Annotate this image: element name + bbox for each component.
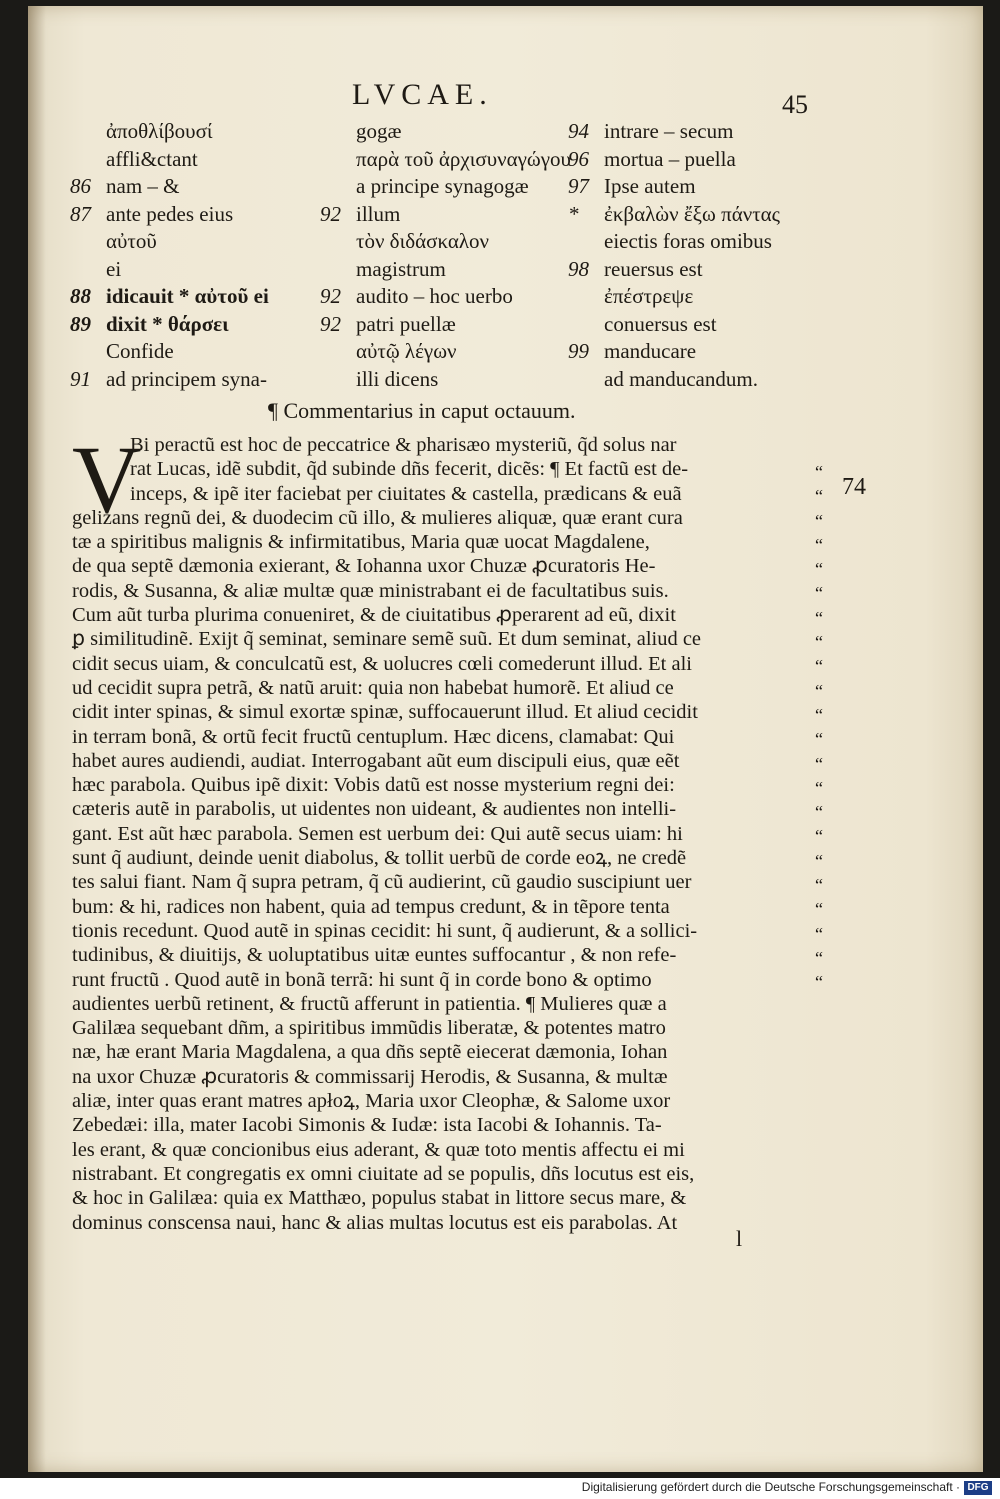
- body-line: Galilæa sequebant dñm, a spiritibus immũdis liberatæ, & potentes matro: [72, 1017, 666, 1040]
- footer-bar: [0, 1478, 1000, 1499]
- note-number: 91: [70, 366, 91, 391]
- note-line: [70, 228, 315, 256]
- note-text: gogæ: [356, 119, 402, 143]
- note-text: Ipse autem: [604, 174, 696, 198]
- note-text: ad manducandum.: [604, 366, 758, 391]
- drop-cap: V: [72, 426, 142, 533]
- note-line: [320, 228, 570, 256]
- margin-quote-mark: “: [815, 632, 823, 653]
- footer-credit: Digitalisierung gefördert durch die Deutsche Forschungsgemeinschaft ·: [581, 1480, 960, 1494]
- note-number: 96: [568, 146, 589, 171]
- margin-quote-mark: “: [815, 607, 823, 628]
- note-text: αὐτοῦ: [106, 229, 157, 253]
- note-line: [320, 146, 570, 174]
- margin-quote-mark: “: [815, 777, 823, 798]
- margin-quote-mark: “: [815, 656, 823, 677]
- body-line: rodis, & Susanna, & aliæ multæ quæ ministrabant ei de facultatibus suis.: [72, 579, 669, 602]
- note-line: [568, 311, 818, 339]
- body-line: bum: & hi, radices non habent, quia ad tempus credunt, & in tẽpore tenta: [72, 895, 670, 918]
- note-text: magistrum: [356, 256, 446, 281]
- body-line: ꝑ similitudinẽ. Exijt q̃ seminat, seminare semẽ suũ. Et dum seminat, aliud ce: [72, 628, 702, 651]
- margin-quote-mark: “: [815, 875, 823, 896]
- note-text: patri puellæ: [356, 311, 456, 336]
- body-line: les erant, & quæ concionibus eius aderant, & quæ toto mentis affectu ei mi: [72, 1138, 685, 1161]
- note-text: nam – &: [106, 174, 180, 198]
- note-text: ἐπέστρεψε: [604, 284, 694, 308]
- note-number: 94: [568, 119, 589, 143]
- note-number: *: [568, 201, 579, 226]
- note-text: idicauit * αὐτοῦ ei: [106, 284, 269, 308]
- note-line: [70, 256, 315, 284]
- body-line: nistrabant. Et congregatis ex omni ciuitate ad se populis, dñs locutus est eis,: [72, 1162, 695, 1185]
- folio-number: 45: [782, 90, 808, 119]
- note-text: παρὰ τοῦ ἀρχισυναγώγου: [356, 146, 571, 171]
- section-title: ¶ Commentarius in caput octauum.: [268, 398, 576, 423]
- note-text: ei: [106, 256, 122, 281]
- note-text: illum: [356, 201, 401, 226]
- note-line: [568, 366, 818, 394]
- note-line: [70, 146, 315, 174]
- note-number: 92: [320, 201, 341, 226]
- note-number: 89: [70, 311, 91, 336]
- notes-column-2: [320, 118, 570, 393]
- body-line: tionis recedunt. Quod autẽ in spinas cecidit: hi sunt, q̃ audierunt, & a sollici-: [72, 919, 698, 942]
- notes-column-3: [568, 118, 818, 393]
- body-line: tes salui fiant. Nam q̃ supra petram, q̃ cũ audierint, cũ gaudio suscipiunt uer: [72, 871, 692, 894]
- note-line: [320, 201, 570, 229]
- note-line: [568, 201, 818, 229]
- note-text: conuersus est: [604, 311, 717, 336]
- note-line: [70, 338, 315, 366]
- note-line: [320, 173, 570, 201]
- margin-quote-mark: “: [815, 583, 823, 604]
- margin-quote-mark: “: [815, 462, 823, 482]
- margin-quote-mark: “: [815, 559, 823, 580]
- note-number: 92: [320, 311, 341, 336]
- body-line: dominus conscensa naui, hanc & alias multas locutus est eis parabolas. At: [72, 1211, 678, 1234]
- note-number: 98: [568, 256, 589, 281]
- body-line: na uxor Chuzæ ꝓcuratoris & commissarij Herodis, & Susanna, & multæ: [72, 1065, 668, 1088]
- margin-quote-mark: “: [815, 899, 823, 920]
- note-line: [70, 201, 315, 229]
- margin-quote-mark: “: [815, 534, 823, 555]
- note-line: [568, 173, 818, 201]
- note-text: τὸν διδάσκαλον: [356, 229, 490, 253]
- margin-quote-mark: “: [815, 972, 823, 993]
- page-fold-shadow: [28, 6, 46, 1472]
- margin-quote-marks: [815, 460, 845, 995]
- note-text: ἐκβαλὼν ἔξω πάντας: [604, 201, 780, 226]
- note-text: dixit * θάρσει: [106, 311, 229, 336]
- note-line: [568, 118, 818, 146]
- note-line: [568, 228, 818, 256]
- body-line: inceps, & ipẽ iter faciebat per ciuitates & castella, prædicans & euã: [130, 482, 682, 505]
- note-number: 86: [70, 174, 91, 198]
- margin-quote-mark: “: [815, 753, 823, 774]
- catchword: l: [736, 1226, 743, 1251]
- note-line: [320, 118, 570, 146]
- body-line: cæteris autẽ in parabolis, ut uidentes non uideant, & audientes non intelli-: [72, 798, 677, 821]
- note-text: manducare: [604, 339, 697, 363]
- note-line: [320, 311, 570, 339]
- body-line: Bi peractũ est hoc de peccatrice & pharisæo mysteriũ, q̃d solus nar: [130, 434, 677, 456]
- note-line: [568, 146, 818, 174]
- body-line: cidit inter spinas, & simul exortæ spinæ, suffocauerunt illud. Et aliud cecidit: [72, 701, 698, 724]
- body-line: Cum aũt turba plurima conueniret, & de ciuitatibus ꝓperarent ad eũ, dixit: [72, 604, 676, 627]
- note-line: [568, 283, 818, 311]
- note-text: eiectis foras omibus: [604, 229, 772, 253]
- body-line: hæc parabola. Quibus ipẽ dixit: Vobis datũ est nosse mysterium regni dei:: [72, 774, 675, 797]
- note-text: audito – hoc uerbo: [356, 284, 513, 308]
- note-number: 87: [70, 201, 91, 226]
- note-number: 97: [568, 174, 589, 198]
- note-text: illi dicens: [356, 366, 439, 391]
- margin-quote-mark: “: [815, 486, 823, 507]
- margin-quote-mark: “: [815, 826, 823, 847]
- margin-quote-mark: “: [815, 729, 823, 750]
- note-number: 92: [320, 284, 341, 308]
- note-line: [568, 338, 818, 366]
- note-text: Confide: [106, 339, 174, 363]
- notes-column-1: [70, 118, 315, 393]
- body-line: rat Lucas, idẽ subdit, q̃d subinde dñs fecerit, dicẽs: ¶ Et factũ est de-: [130, 458, 689, 481]
- note-text: a principe synagogæ: [356, 174, 529, 198]
- note-text: intrare – secum: [604, 119, 734, 143]
- note-text: mortua – puella: [604, 146, 736, 171]
- note-text: αὐτῷ λέγων: [356, 339, 457, 363]
- margin-quote-mark: “: [815, 510, 823, 531]
- note-text: ad principem syna-: [106, 366, 267, 391]
- note-line: [70, 173, 315, 201]
- body-line: runt fructũ . Quod autẽ in bonã terrã: hi sunt q̃ in corde bono & optimo: [72, 968, 652, 991]
- note-line: [320, 366, 570, 394]
- body-line: Zebedæi: illa, mater Iacobi Simonis & Iudæ: ista Iacobi & Iohannis. Ta-: [72, 1114, 662, 1137]
- dfg-logo[interactable]: DFG: [964, 1481, 992, 1495]
- margin-number: 74: [842, 474, 866, 500]
- margin-quote-mark: “: [815, 704, 823, 725]
- margin-quote-mark: “: [815, 680, 823, 701]
- note-text: reuersus est: [604, 256, 703, 281]
- body-line: audientes uerbũ retinent, & fructũ afferunt in patientia. ¶ Mulieres quæ a: [72, 992, 667, 1015]
- note-text: ἀποθλίβουσί: [106, 119, 213, 143]
- margin-quote-mark: “: [815, 802, 823, 823]
- note-text: affli&ctant: [106, 146, 198, 171]
- note-line: [70, 283, 315, 311]
- body-line: ud cecidit supra petrã, & natũ aruit: quia non habebat humorẽ. Et aliud ce: [72, 676, 674, 699]
- body-line: cidit secus uiam, & conculcatũ est, & uolucres cœli comederunt illud. Et ali: [72, 652, 692, 675]
- body-line: tudinibus, & diuitijs, & uoluptatibus uitæ euntes suffocantur , & non refe-: [72, 944, 677, 967]
- body-line: sunt q̃ audiunt, deinde uenit diabolus, & tollit uerbũ de corde eoꝝ, ne credẽ: [72, 847, 687, 870]
- body-line: de qua septẽ dæmonia exierant, & Iohanna uxor Chuzæ ꝓcuratoris He-: [72, 555, 656, 578]
- body-line: & hoc in Galilæa: quia ex Matthæo, populus stabat in littore secus mare, &: [72, 1187, 687, 1210]
- body-line: gant. Est aũt hæc parabola. Semen est uerbum dei: Qui autẽ secus uiam: hi: [72, 822, 683, 845]
- note-line: [320, 256, 570, 284]
- note-line: [70, 366, 315, 394]
- note-line: [320, 338, 570, 366]
- margin-quote-mark: “: [815, 947, 823, 968]
- commentary-body: [72, 426, 812, 1235]
- margin-quote-mark: “: [815, 923, 823, 944]
- body-line: aliæ, inter quas erant matres apłoꝝ, Maria uxor Cleophæ, & Salome uxor: [72, 1090, 671, 1113]
- note-line: [70, 311, 315, 339]
- margin-quote-mark: “: [815, 850, 823, 871]
- body-line: tæ a spiritibus malignis & infirmitatibus, Maria quæ uocat Magdalene,: [72, 531, 650, 554]
- note-line: [70, 118, 315, 146]
- running-header: LVCAE.: [352, 78, 493, 111]
- note-line: [568, 256, 818, 284]
- body-line: in terram bonã, & ortũ fecit fructũ centuplum. Hæc dicens, clamabat: Qui: [72, 725, 675, 748]
- body-line: habet aures audiendi, audiat. Interrogabant aũt eum discipuli eius, quæ eẽt: [72, 749, 680, 772]
- note-number: 99: [568, 339, 589, 363]
- note-line: [320, 283, 570, 311]
- note-number: 88: [70, 284, 91, 308]
- body-line: gelizans regnũ dei, & duodecim cũ illo, & mulieres aliquæ, quæ erant cura: [72, 506, 683, 529]
- note-text: ante pedes eius: [106, 201, 234, 226]
- body-line: næ, hæ erant Maria Magdalena, a qua dñs septẽ eiecerat dæmonia, Iohan: [72, 1041, 668, 1064]
